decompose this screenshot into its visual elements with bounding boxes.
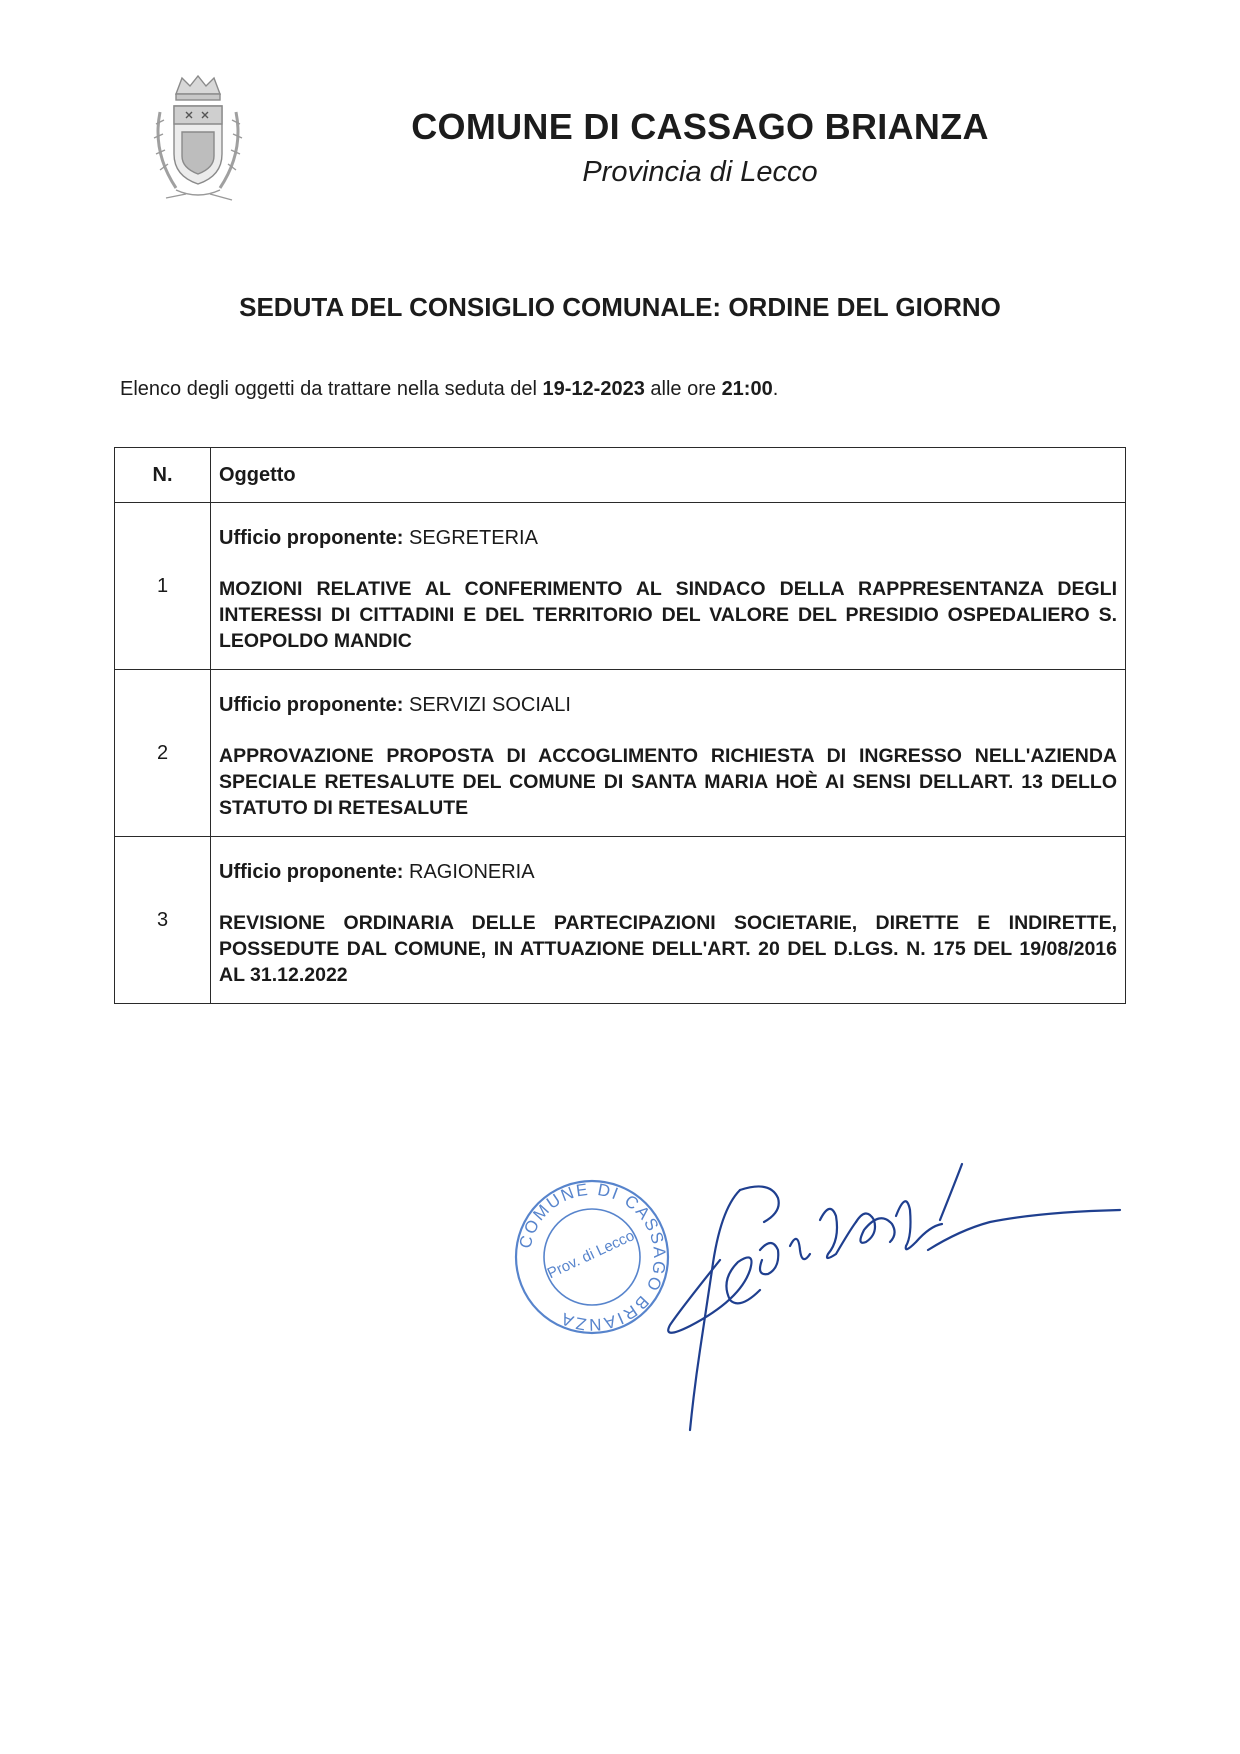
- office-label: Ufficio proponente:: [219, 694, 404, 716]
- office-name: SEGRETERIA: [409, 527, 538, 549]
- stamp-inner-text: Prov. di Lecco: [544, 1227, 638, 1283]
- item-cell: [211, 503, 1126, 670]
- table-row: [115, 503, 1126, 670]
- item-subject: REVISIONE ORDINARIA DELLE PARTECIPAZIONI SOCIETARIE, DIRETTE E INDIRETTE, POSSEDUTE DAL COMUNE, IN ATTUAZIONE DELL'ART. 20 DEL D.LGS. N. 175 DEL 19/08/2016 AL 31.12.2022: [219, 912, 1117, 986]
- municipal-crest-icon: [146, 72, 250, 212]
- official-stamp-icon: [510, 1175, 674, 1339]
- province-name: Provincia di Lecco: [582, 156, 818, 188]
- office-label: Ufficio proponente:: [219, 527, 404, 549]
- session-date: 19-12-2023: [542, 378, 645, 400]
- intro-middle: alle ore: [650, 378, 716, 400]
- agenda-title: SEDUTA DEL CONSIGLIO COMUNALE: ORDINE DEL GIORNO: [239, 292, 1001, 322]
- agenda-table: [114, 447, 1126, 1004]
- intro-suffix: .: [772, 378, 779, 400]
- column-header-subject: Oggetto: [211, 448, 1126, 503]
- item-number: 1: [115, 503, 211, 670]
- municipality-name: COMUNE DI CASSAGO BRIANZA: [411, 106, 989, 147]
- proposing-office: [219, 861, 1117, 884]
- item-number: 3: [115, 837, 211, 1004]
- item-cell: [211, 670, 1126, 837]
- column-header-number: N.: [115, 448, 211, 503]
- proposing-office: [219, 694, 1117, 717]
- table-row: [115, 837, 1126, 1004]
- table-header-row: [115, 448, 1126, 503]
- intro-prefix: Elenco degli oggetti da trattare nella seduta del: [120, 378, 537, 400]
- stamp-ring-text: COMUNE DI CASSAGO BRIANZA: [515, 1179, 670, 1335]
- office-label: Ufficio proponente:: [219, 861, 404, 883]
- office-name: RAGIONERIA: [409, 861, 535, 883]
- session-intro: [120, 378, 778, 401]
- office-name: SERVIZI SOCIALI: [409, 694, 571, 716]
- item-subject: MOZIONI RELATIVE AL CONFERIMENTO AL SINDACO DELLA RAPPRESENTANZA DEGLI INTERESSI DI CITTADINI E DEL TERRITORIO DEL VALORE DEL PRESIDIO OSPEDALIERO S. LEOPOLDO MANDIC: [219, 578, 1117, 652]
- item-cell: [211, 837, 1126, 1004]
- proposing-office: [219, 527, 1117, 550]
- item-number: 2: [115, 670, 211, 837]
- signature-icon: [660, 1150, 1140, 1440]
- table-row: [115, 670, 1126, 837]
- item-subject: APPROVAZIONE PROPOSTA DI ACCOGLIMENTO RICHIESTA DI INGRESSO NELL'AZIENDA SPECIALE RETESALUTE DEL COMUNE DI SANTA MARIA HOÈ AI SENSI DELLART. 13 DELLO STATUTO DI RETESALUTE: [219, 745, 1117, 819]
- session-time: 21:00: [721, 378, 773, 400]
